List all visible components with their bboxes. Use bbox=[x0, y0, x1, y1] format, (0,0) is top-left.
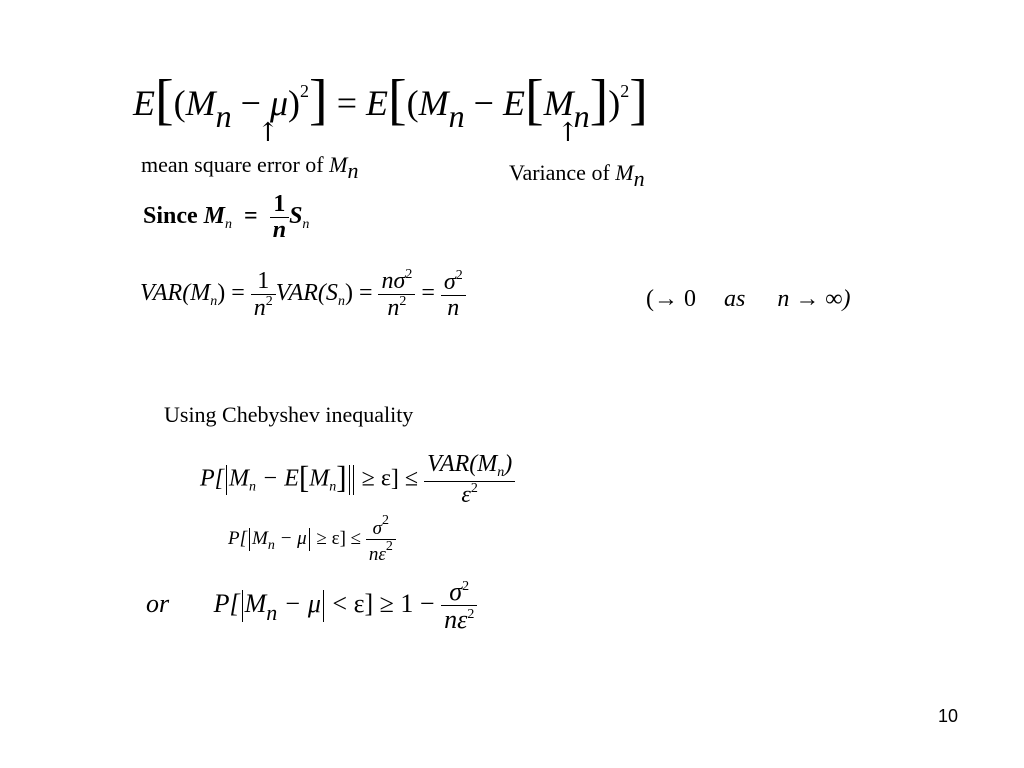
minus-expectation: − E bbox=[256, 465, 299, 492]
mse-label-text: mean square error of bbox=[141, 152, 324, 177]
chebyshev-inequality-2 bbox=[228, 514, 396, 565]
probability-open: P[ bbox=[228, 527, 247, 549]
inequality-rhs: ≥ ε] ≤ bbox=[361, 465, 419, 492]
equals-sign: = bbox=[358, 280, 373, 307]
fraction-denominator: nε bbox=[444, 605, 468, 635]
right-paren: ) bbox=[504, 451, 513, 477]
fraction-denominator: n bbox=[447, 294, 460, 321]
minus-sign: − bbox=[473, 83, 494, 123]
or-word: or bbox=[146, 588, 170, 618]
since-word: Since bbox=[143, 203, 198, 230]
abs-bar-left bbox=[242, 590, 243, 623]
square-exponent: 2 bbox=[300, 81, 310, 101]
n-to-infinity: n → ∞) bbox=[777, 286, 851, 312]
minus-mu: − μ bbox=[274, 527, 307, 549]
left-paren: ( bbox=[173, 83, 186, 123]
fraction-numerator: 1 bbox=[251, 269, 276, 295]
limit-note bbox=[646, 286, 850, 313]
n-subscript: n bbox=[347, 158, 359, 183]
right-bracket: ] bbox=[309, 69, 328, 131]
fraction-denominator: n bbox=[387, 295, 400, 322]
m-symbol: M bbox=[203, 203, 226, 230]
limit-arrow-zero: (→ 0 bbox=[646, 286, 696, 312]
mse-label bbox=[141, 152, 358, 184]
m-symbol: M bbox=[418, 83, 449, 123]
n-sigma-squared-over-n-squared-fraction bbox=[378, 268, 415, 321]
m-symbol: M bbox=[309, 465, 330, 492]
right-paren: ) bbox=[217, 280, 226, 307]
chebyshev-inequality-3 bbox=[146, 578, 477, 634]
inequality-rhs: ≥ ε] ≤ bbox=[316, 527, 362, 549]
square-exponent: 2 bbox=[399, 294, 407, 310]
left-paren: ( bbox=[406, 83, 419, 123]
one-over-n-squared-fraction bbox=[251, 269, 276, 321]
n-subscript: n bbox=[302, 217, 310, 233]
up-arrow-icon: ↑ bbox=[557, 118, 579, 148]
probability-open: P[ bbox=[213, 588, 240, 618]
square-exponent: 2 bbox=[620, 81, 630, 101]
n-subscript: n bbox=[497, 465, 505, 480]
mse-equation bbox=[133, 60, 648, 134]
fraction-denominator: n bbox=[253, 294, 266, 321]
sigma-squared-over-n-epsilon-squared-fraction bbox=[366, 514, 396, 565]
one-over-n-fraction bbox=[270, 192, 289, 243]
square-exponent: 2 bbox=[385, 538, 393, 554]
chebyshev-inequality-1 bbox=[200, 452, 515, 508]
variance-equation bbox=[140, 268, 466, 321]
var-sn: VAR(S bbox=[275, 280, 338, 307]
m-symbol: M bbox=[252, 527, 268, 549]
chebyshev-label: Using Chebyshev inequality bbox=[164, 402, 414, 427]
fraction-numerator: σ bbox=[443, 268, 456, 295]
inequality-rhs: < ε] ≥ 1 − bbox=[332, 588, 435, 618]
equals-sign: = bbox=[244, 203, 258, 230]
right-bracket: ] bbox=[589, 69, 609, 131]
left-bracket: [ bbox=[524, 69, 544, 131]
probability-open: P[ bbox=[200, 465, 224, 492]
fraction-numerator: σ bbox=[372, 518, 383, 539]
n-subscript: n bbox=[266, 599, 278, 625]
minus-mu: − μ bbox=[277, 588, 321, 618]
minus-sign: − bbox=[240, 83, 261, 123]
right-bracket: ] bbox=[629, 69, 648, 131]
mu-symbol: μ bbox=[269, 83, 289, 123]
n-subscript: n bbox=[337, 294, 345, 310]
abs-bar-left bbox=[249, 528, 250, 552]
s-symbol: S bbox=[289, 203, 303, 230]
square-exponent: 2 bbox=[462, 579, 470, 594]
n-subscript: n bbox=[210, 294, 218, 310]
abs-bar-right bbox=[323, 590, 324, 623]
m-symbol: M bbox=[244, 588, 267, 618]
variance-label bbox=[509, 160, 645, 192]
n-subscript: n bbox=[448, 98, 465, 134]
m-symbol: M bbox=[229, 465, 249, 492]
as-word: as bbox=[724, 286, 746, 312]
m-symbol: M bbox=[329, 152, 348, 177]
right-paren: ) bbox=[288, 83, 301, 123]
var-mn-lhs: VAR(M bbox=[140, 280, 211, 307]
right-bracket: ] bbox=[336, 459, 347, 495]
m-symbol: M bbox=[543, 83, 574, 123]
fraction-numerator: σ bbox=[449, 577, 463, 606]
square-exponent: 2 bbox=[405, 267, 413, 282]
var-over-epsilon-squared-fraction bbox=[424, 452, 515, 508]
equals-sign: = bbox=[231, 280, 245, 307]
square-exponent: 2 bbox=[455, 267, 463, 283]
sigma-squared-over-n-fraction bbox=[441, 269, 466, 321]
left-bracket: [ bbox=[155, 69, 174, 131]
square-exponent: 2 bbox=[382, 513, 390, 528]
since-statement bbox=[143, 192, 309, 262]
fraction-denominator: ε bbox=[461, 481, 471, 508]
n-subscript: n bbox=[267, 537, 275, 553]
abs-bar-right bbox=[309, 528, 310, 552]
expectation-symbol: E bbox=[502, 83, 525, 123]
fraction-numerator: 1 bbox=[270, 192, 289, 218]
expectation-symbol: E bbox=[366, 83, 389, 123]
right-paren: ) bbox=[344, 280, 353, 307]
n-subscript: n bbox=[249, 479, 256, 495]
equals-sign: = bbox=[336, 83, 358, 123]
square-exponent: 2 bbox=[467, 607, 475, 623]
n-subscript: n bbox=[215, 98, 232, 134]
up-arrow-icon: ↑ bbox=[257, 118, 279, 148]
expectation-symbol: E bbox=[133, 83, 155, 123]
fraction-numerator: VAR(M bbox=[427, 451, 498, 477]
abs-bar-right bbox=[349, 465, 354, 495]
square-exponent: 2 bbox=[265, 293, 273, 309]
fraction-denominator: nε bbox=[368, 543, 386, 565]
n-subscript: n bbox=[633, 166, 645, 191]
n-subscript: n bbox=[329, 479, 337, 495]
abs-bar-left bbox=[226, 465, 227, 495]
left-bracket: [ bbox=[388, 69, 407, 131]
left-bracket: [ bbox=[298, 459, 310, 495]
page-number: 10 bbox=[937, 706, 958, 726]
right-paren: ) bbox=[608, 83, 621, 123]
square-exponent: 2 bbox=[470, 480, 478, 496]
n-subscript: n bbox=[225, 217, 233, 233]
m-symbol: M bbox=[185, 83, 216, 123]
m-symbol: M bbox=[615, 160, 634, 185]
sigma-squared-over-n-epsilon-squared-fraction bbox=[441, 578, 477, 634]
fraction-numerator: nσ bbox=[381, 268, 406, 294]
n-subscript: n bbox=[573, 98, 590, 134]
fraction-denominator: n bbox=[272, 217, 287, 244]
equals-sign: = bbox=[421, 280, 435, 307]
variance-label-text: Variance of bbox=[509, 160, 610, 185]
